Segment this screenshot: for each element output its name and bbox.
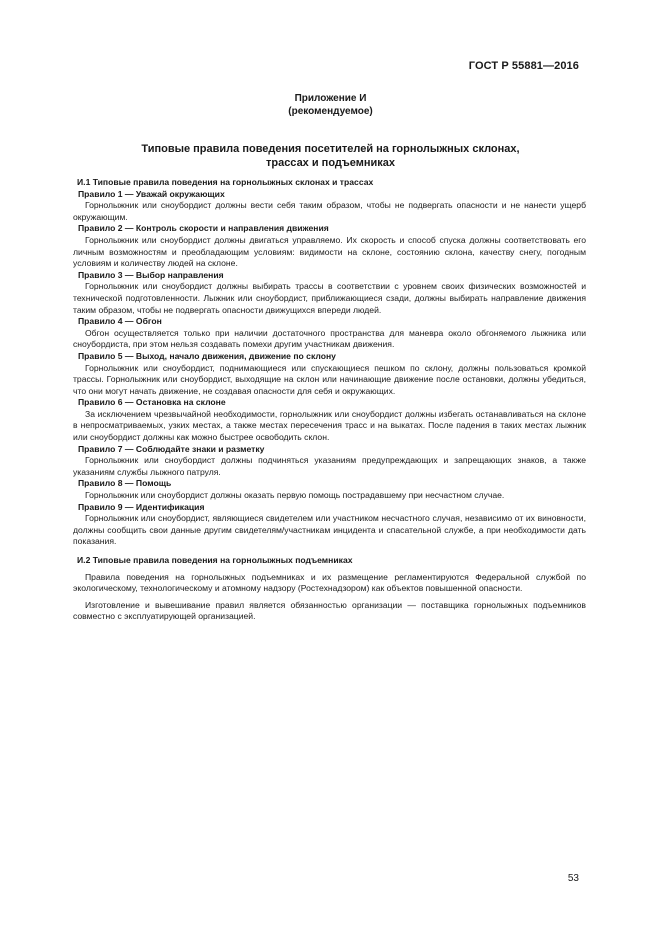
document-title-line-1: Типовые правила поведения посетителей на горнолыжных склонах, [141, 143, 520, 155]
rule-text: Горнолыжник или сноубордист должны вести себя таким образом, чтобы не подвергать опасности и не нанести ущерб окружающим. [73, 200, 586, 222]
page-number: 53 [567, 873, 579, 884]
rule-2 [73, 223, 586, 269]
rule-6 [73, 397, 586, 443]
annex-status: (рекомендуемое) [288, 106, 373, 117]
rule-4 [73, 316, 586, 351]
annex-title: Приложение И [294, 93, 367, 104]
rule-8 [73, 478, 586, 501]
section-1-heading: И.1 Типовые правила поведения на горнолыжных склонах и трассах [77, 177, 374, 187]
rule-text: Горнолыжник или сноубордист, поднимающиеся или спускающиеся пешком по склону, должны пользоваться кромкой трассы. Горнолыжник или сноубордист, выходящие на склон или начинающие движение после остановки, должны убедиться, что они могут начать движение, не создавая опасности для себя и окружающих. [73, 362, 586, 396]
rule-text: Горнолыжник или сноубордист должны двигаться управляемо. Их скорость и способ спуска должны соответствовать его личным возможностям и преобладающим условиям: видимости на склоне, состоянию склона, качеству снегу, погодным условиям и количеству людей на склоне. [73, 234, 586, 269]
rule-text: За исключением чрезвычайной необходимости, горнолыжник или сноубордист должны избегать останавливаться на склоне в непросматриваемых, узких местах, а также местах пересечения трасс и на выкатах. После падения в таких местах лыжник или сноубордист должны как можно быстрее освободить склон. [73, 408, 586, 443]
rule-text: Горнолыжник или сноубордист, являющиеся свидетелем или участником несчастного случая, независимо от их виновности, должны сообщить свои данные другим свидетелям/участникам инцидента и спасательной службе, а при необходимости дать показания. [73, 513, 586, 547]
rule-7 [73, 444, 586, 479]
rule-title: Правило 3 — Выбор направления [78, 269, 224, 280]
rule-title: Правило 7 — Соблюдайте знаки и разметку [78, 443, 265, 454]
rule-text: Обгон осуществляется только при наличии достаточного пространства для маневра около обгоняемого лыжника или сноубордиста, при этом нельзя создавать помехи другим участникам движения. [73, 327, 586, 350]
document-body [73, 177, 586, 623]
rule-text: Горнолыжник или сноубордист должны подчиняться указаниям предупреждающих и запрещающих знаков, а также указаниям службы лыжного патруля. [73, 455, 586, 477]
rule-title: Правило 8 — Помощь [78, 478, 172, 489]
rule-title: Правило 9 — Идентификация [78, 501, 205, 512]
standard-code: ГОСТ Р 55881—2016 [468, 60, 579, 72]
rule-9 [73, 502, 586, 548]
rule-3 [73, 270, 586, 316]
rule-1 [73, 189, 586, 224]
rule-5 [73, 351, 586, 397]
section-2-heading: И.2 Типовые правила поведения на горнолыжных подъемниках [77, 555, 353, 565]
document-title [0, 142, 661, 170]
annex-heading [0, 92, 661, 118]
rule-title: Правило 1 — Уважай окружающих [78, 188, 225, 199]
rule-title: Правило 4 — Обгон [78, 316, 162, 327]
section-spacer [73, 548, 586, 555]
section-2-paragraph: Изготовление и вывешивание правил является обязанностью организации — поставщика горнолыжных подъемников совместно с эксплуатирующей организацией. [73, 599, 586, 622]
rule-title: Правило 6 — Остановка на склоне [78, 397, 226, 408]
document-title-line-2: трассах и подъемниках [265, 157, 396, 169]
rule-title: Правило 2 — Контроль скорости и направления движения [78, 223, 329, 234]
rule-text: Горнолыжник или сноубордист должны оказать первую помощь пострадавшему при несчастном случае. [85, 490, 505, 501]
rule-text: Горнолыжник или сноубордист должны выбирать трассы в соответствии с уровнем своих физических возможностей и технической подготовленности. Лыжник или сноубордист, приближающиеся сзади, должны выбирать направление движения таким образом, чтобы не подвергать опасности движущихся впереди людей. [73, 281, 586, 315]
rule-title: Правило 5 — Выход, начало движения, движение по склону [78, 350, 336, 361]
section-2-paragraph: Правила поведения на горнолыжных подъемниках и их размещение регламентируются Федеральной службой по экологическому, технологическому и атомному надзору (Ростехнадзором) как объектов повышенной опасности. [73, 571, 586, 594]
